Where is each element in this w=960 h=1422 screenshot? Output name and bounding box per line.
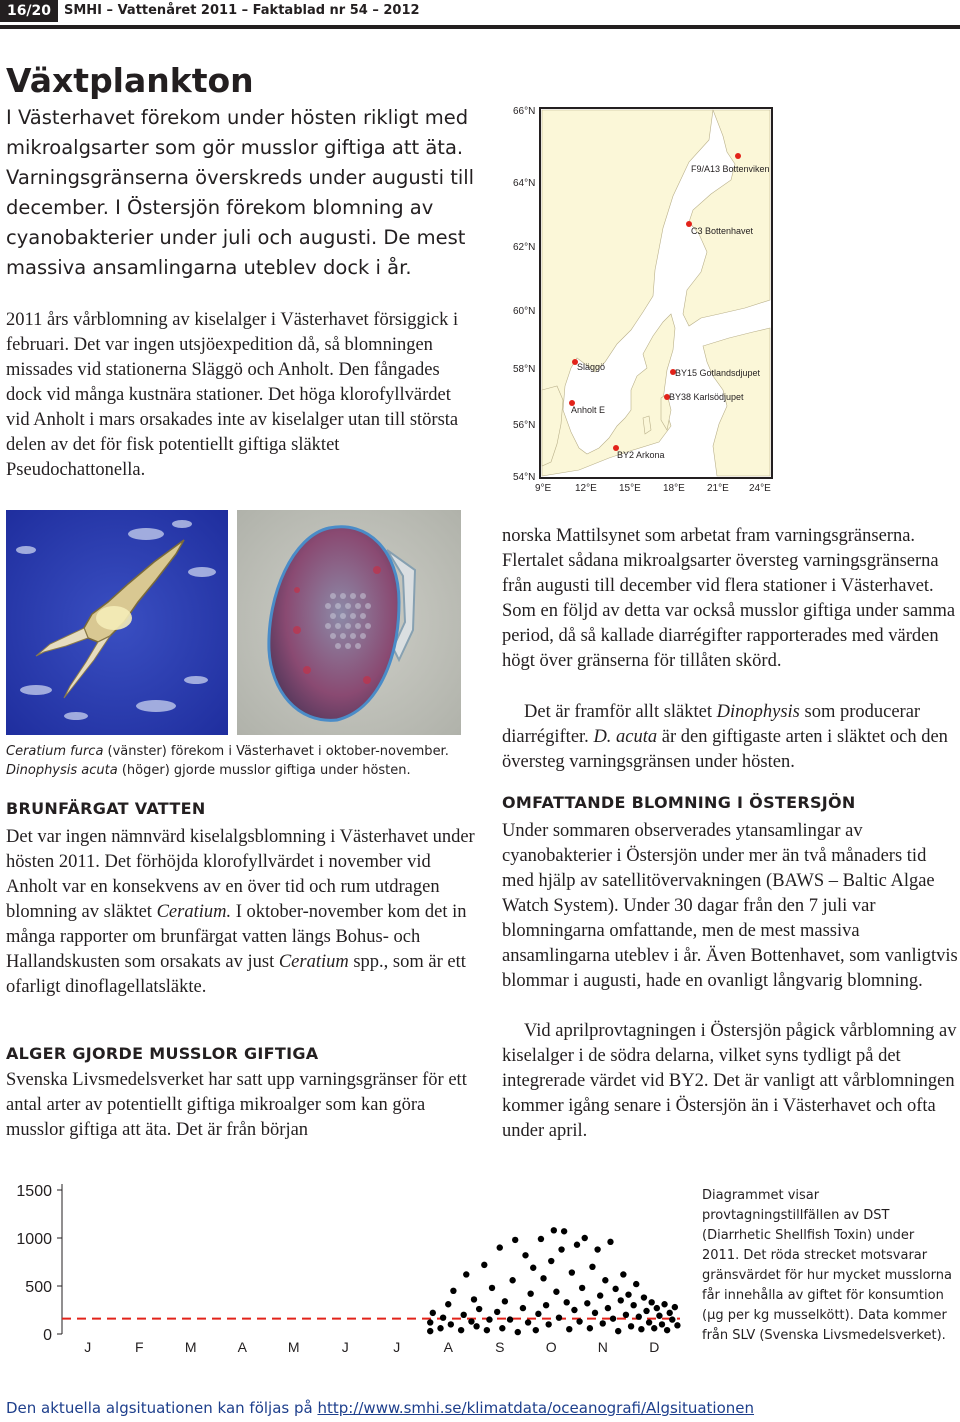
data-point [494,1309,500,1315]
data-point [592,1310,598,1316]
lat-label: 60°N [513,306,536,317]
data-point [638,1326,644,1332]
data-point [648,1299,654,1305]
data-point [664,1327,670,1333]
data-point [594,1246,600,1252]
data-point [610,1315,616,1321]
data-point [633,1281,639,1287]
running-title: SMHI – Vattenåret 2011 – Faktablad nr 54 – 2012 [64,3,420,18]
data-point [450,1288,456,1294]
data-point [484,1327,490,1333]
data-point [623,1312,629,1318]
station-label: F9/A13 Bottenviken [691,164,770,174]
data-point [530,1265,536,1271]
data-point [654,1305,660,1311]
data-point [620,1271,626,1277]
dinophysis-acuta-photo [237,510,461,735]
data-point [533,1327,539,1333]
data-point [569,1269,575,1275]
data-point [628,1323,634,1329]
algsituation-link[interactable]: http://www.smhi.se/klimatdata/oceanografi/Algsituationen [317,1399,755,1417]
data-point [509,1277,515,1283]
data-point [468,1318,474,1324]
text-run: som producerar diarrégifter. [502,702,921,747]
section-alger-text: Svenska Livsmedelsverket har satt upp varningsgränser för ett antal arter av potentiellt giftiga mikroalger som kan göra musslor giftiga att äta. Det är från början [6,1070,467,1140]
data-point [499,1325,505,1331]
caption-species: Ceratium furca [6,744,104,759]
data-point [661,1301,667,1307]
data-point [553,1289,559,1295]
station-marker [735,153,741,159]
data-point [582,1235,588,1241]
x-tick-label: M [287,1339,300,1355]
data-points [427,1227,681,1335]
data-point [538,1236,544,1242]
data-point [445,1301,451,1307]
data-point [430,1310,436,1316]
data-point [473,1323,479,1329]
y-tick-label: 0 [43,1327,52,1344]
text-run: Det är framför allt släktet [524,702,717,722]
data-point [589,1264,595,1270]
data-point [458,1327,464,1333]
ceratium-furca-photo [6,510,228,735]
lon-label: 21°E [707,483,729,494]
station-label: Släggö [577,362,606,372]
text-run: är den giftigaste arten i släktet och den översteg varningsgränsen under hösten. [502,727,948,772]
data-point [612,1286,618,1292]
section-heading-alger: ALGER GJORDE MUSSLOR GIFTIGA [6,1044,319,1063]
station-label: Anholt E [571,405,606,415]
lat-label: 62°N [513,242,536,253]
data-point [507,1316,513,1322]
x-tick-label: A [443,1339,453,1355]
x-tick-label: M [184,1339,197,1355]
y-tick-label: 500 [25,1279,52,1296]
genus-name: Ceratium [278,952,349,972]
data-point [600,1320,606,1326]
x-tick-label: J [84,1339,92,1355]
station-label: BY15 Gotlandsdjupet [675,368,761,378]
species-name: D. acuta [593,727,658,747]
data-point [561,1228,567,1234]
right-column-paragraph-1: norska Mattilsynet som arbetat fram varningsgränserna. Flertalet sådana mikroalgsarter översteg varningsgränserna från augusti till december vid flera stationer i Västerhavet. Som en följd av detta var också musslor giftiga under samma period, då så kallade diarrégifter rapporterades med värden högt över gränserna för tillåten skörd. [502,526,956,671]
data-point [476,1306,482,1312]
lon-label: 9°E [535,483,552,494]
lat-label: 54°N [513,472,536,483]
data-point [656,1313,662,1319]
x-tick-label: A [237,1339,247,1355]
data-point [556,1314,562,1320]
photo-caption [6,742,476,780]
section-oster-text-2: Vid aprilprovtagningen i Östersjön pågick vårblomning av kiselalger i de södra delarna, vilket syns tydligt på det integrerade värdet vid BY2. Det är vanligt att vårblomningen kommer igång senare i Östersjön än i Västerhavet och ofta under april. [502,1021,957,1141]
right-column-paragraph-2 [502,700,958,775]
data-point [630,1302,636,1308]
caption-text: (höger) gjorde musslor giftiga under hösten. [117,763,411,778]
data-point [607,1239,613,1245]
data-point [525,1319,531,1325]
data-point [618,1297,624,1303]
data-point [602,1277,608,1283]
data-point [540,1275,546,1281]
data-point [667,1310,673,1316]
data-point [481,1262,487,1268]
data-point [545,1321,551,1327]
data-point [558,1246,564,1252]
data-point [579,1285,585,1291]
data-point [605,1305,611,1311]
data-point [571,1307,577,1313]
header-rule [0,25,960,29]
data-point [659,1321,665,1327]
data-point [497,1244,503,1250]
section-heading-oster: OMFATTANDE BLOMNING I ÖSTERSJÖN [502,793,856,812]
x-tick-label: S [495,1339,505,1355]
genus-name: Ceratium. [156,902,232,922]
data-point [551,1227,557,1233]
data-point [448,1321,454,1327]
station-map [513,100,775,500]
lat-label: 58°N [513,364,536,375]
data-point [672,1304,678,1310]
section-brun-text [6,825,476,1000]
data-point [641,1294,647,1300]
y-tick-label: 1500 [16,1183,52,1200]
lat-label: 64°N [513,178,536,189]
data-point [437,1325,443,1331]
data-point [427,1319,433,1325]
page-number: 16/20 [0,0,58,22]
footer [6,1398,754,1418]
data-point [463,1271,469,1277]
lon-label: 18°E [663,483,685,494]
x-tick-label: O [545,1339,557,1355]
station-label: BY2 Arkona [617,450,665,460]
data-point [643,1308,649,1314]
text-run: Det var ingen nämnvärd kiselalgsblomning i Västerhavet under hösten 2011. Det förhöjda klorofyllvärdet i november vid Anholt var en konsekvens av en över tid och rum utdragen blomning av släktet [6,827,475,922]
footer-text: Den aktuella algsituationen kan följas på [6,1399,318,1417]
genus-name: Dinophysis [716,702,800,722]
data-point [587,1325,593,1331]
page-header [0,0,960,26]
y-tick-label: 1000 [16,1231,52,1248]
y-axis [16,1183,62,1344]
data-point [427,1328,433,1334]
x-tick-label: D [649,1339,660,1355]
data-point [625,1291,631,1297]
x-tick-label: J [341,1339,349,1355]
x-tick-label: N [597,1339,608,1355]
data-point [471,1296,477,1302]
data-point [461,1312,467,1318]
section-heading-brun: BRUNFÄRGAT VATTEN [6,799,206,818]
lead-paragraph: I Västerhavet förekom under hösten rikligt med mikroalgsarter som gör musslor giftiga att äta. Varningsgränserna överskreds under augusti till december. I Östersjön förekom blomning av cyanobakterier under juli och augusti. De mest massiva ansamlingarna uteblev dock i år. [6,106,475,279]
data-point [597,1292,603,1298]
data-point [574,1242,580,1248]
page-title: Växtplankton [6,61,254,100]
data-point [548,1258,554,1264]
data-point [646,1319,652,1325]
data-point [615,1328,621,1334]
dst-chart [0,1172,690,1362]
x-axis [84,1339,659,1355]
data-point [535,1311,541,1317]
station-label: C3 Bottenhavet [691,226,754,236]
text-run: I oktober-november kom det in många rapporter om brunfärgat vatten längs Bohus- och Hallandskusten som orsakats av just [6,902,467,972]
data-point [636,1314,642,1320]
lat-label: 66°N [513,106,536,117]
data-point [566,1326,572,1332]
data-point [489,1285,495,1291]
data-point [520,1305,526,1311]
x-tick-label: J [393,1339,401,1355]
data-point [502,1298,508,1304]
data-point [522,1252,528,1258]
lon-label: 24°E [749,483,771,494]
station-label: BY38 Karlsödjupet [669,392,744,402]
data-point [543,1302,549,1308]
data-point [440,1314,446,1320]
data-point [527,1290,533,1296]
caption-species: Dinophysis acuta [6,763,118,778]
lon-label: 12°E [575,483,597,494]
x-tick-label: F [134,1339,144,1355]
data-point [515,1329,521,1335]
data-point [651,1325,657,1331]
data-point [576,1318,582,1324]
lon-label: 15°E [619,483,641,494]
data-point [669,1316,675,1322]
data-point [564,1299,570,1305]
text-run: spp., som är ett ofarligt dinoflagellatsläkte. [6,952,466,997]
data-point [512,1237,518,1243]
data-point [674,1322,680,1328]
lat-label: 56°N [513,420,536,431]
caption-text: (vänster) förekom i Västerhavet i oktober-november. [103,744,449,759]
intro-paragraph: 2011 års vårblomning av kiselalger i Västerhavet försiggick i februari. Det var ingen utsjöexpedition då, så blomningen missades vid stationerna Släggö och Anholt. Den fångades dock vid många kustnära stationer. Det höga klorofyllvärdet vid Anholt i mars orsakades inte av kiselalger utan till största delen av det för fisk potentiellt giftiga släktet Pseudochattonella. [6,310,459,480]
chart-note: Diagrammet visar provtagningstillfällen av DST (Diarrhetic Shellfish Toxin) under 2011. Det röda strecket motsvarar gränsvärdet för hur mycket musslorna får innehålla av giftet för konsumtion (µg per kg musselkött). Data kommer från SLV (Svenska Livsmedelsverket). [702,1188,952,1343]
section-oster-text-1: Under sommaren observerades ytansamlingar av cyanobakterier i Östersjön under mer än två månaders tid med hjälp av satellitövervakningen (BAWS – Baltic Algae Watch System). Under 30 dagar från den 7 juli var blomningarna omfattande, men de mest massiva ansamlingarna uteblev i år. Även Bottenhavet, som vanligtvis blommar i augusti, hade en ovanligt långvarig blomning. [502,821,958,991]
data-point [486,1316,492,1322]
data-point [584,1300,590,1306]
